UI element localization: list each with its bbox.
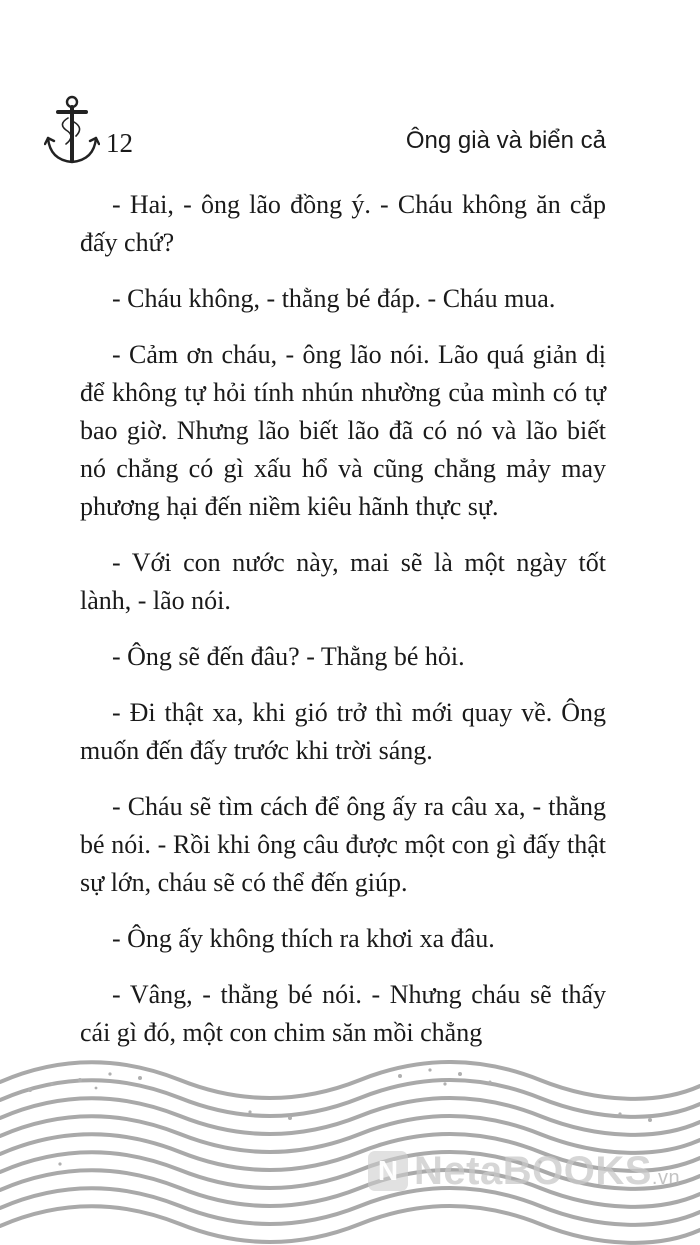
anchor-icon (44, 94, 100, 168)
paragraph: - Đi thật xa, khi gió trở thì mới quay về. Ông muốn đến đấy trước khi trời sáng. (80, 698, 606, 765)
page-number: 12 (106, 128, 133, 158)
page-header (0, 92, 700, 172)
watermark-text (414, 1149, 680, 1194)
paragraph: - Cảm ơn cháu, - ông lão nói. Lão quá giản dị để không tự hỏi tính nhún nhường của mình có tự bao giờ. Nhưng lão biết lão đã có nó và lão biết nó chẳng có gì xấu hổ và cũng chẳng mảy may phương hại đến niềm kiêu hãnh thực sự. (80, 340, 606, 521)
watermark-brand: NetaBOOKS (414, 1148, 652, 1193)
watermark (368, 1146, 688, 1196)
page-body (80, 186, 606, 1070)
paragraph: - Cháu sẽ tìm cách để ông ấy ra câu xa, - thằng bé nói. - Rồi khi ông câu được một con gì đấy thật sự lớn, cháu sẽ có thể đến giúp. (80, 792, 606, 897)
paragraph: - Với con nước này, mai sẽ là một ngày tốt lành, - lão nói. (80, 548, 606, 615)
book-title: Ông già và biển cả (405, 127, 606, 154)
watermark-logo: N (368, 1151, 408, 1191)
paragraph: - Ông sẽ đến đâu? - Thằng bé hỏi. (112, 642, 465, 671)
paragraph: - Vâng, - thằng bé nói. - Nhưng cháu sẽ thấy cái gì đó, một con chim săn mồi chẳng (80, 980, 606, 1047)
watermark-suffix: .vn (651, 1166, 681, 1189)
paragraph: - Ông ấy không thích ra khơi xa đâu. (112, 924, 495, 953)
paragraph: - Cháu không, - thằng bé đáp. - Cháu mua. (112, 284, 556, 313)
paragraph: - Hai, - ông lão đồng ý. - Cháu không ăn cắp đấy chứ? (80, 190, 606, 257)
